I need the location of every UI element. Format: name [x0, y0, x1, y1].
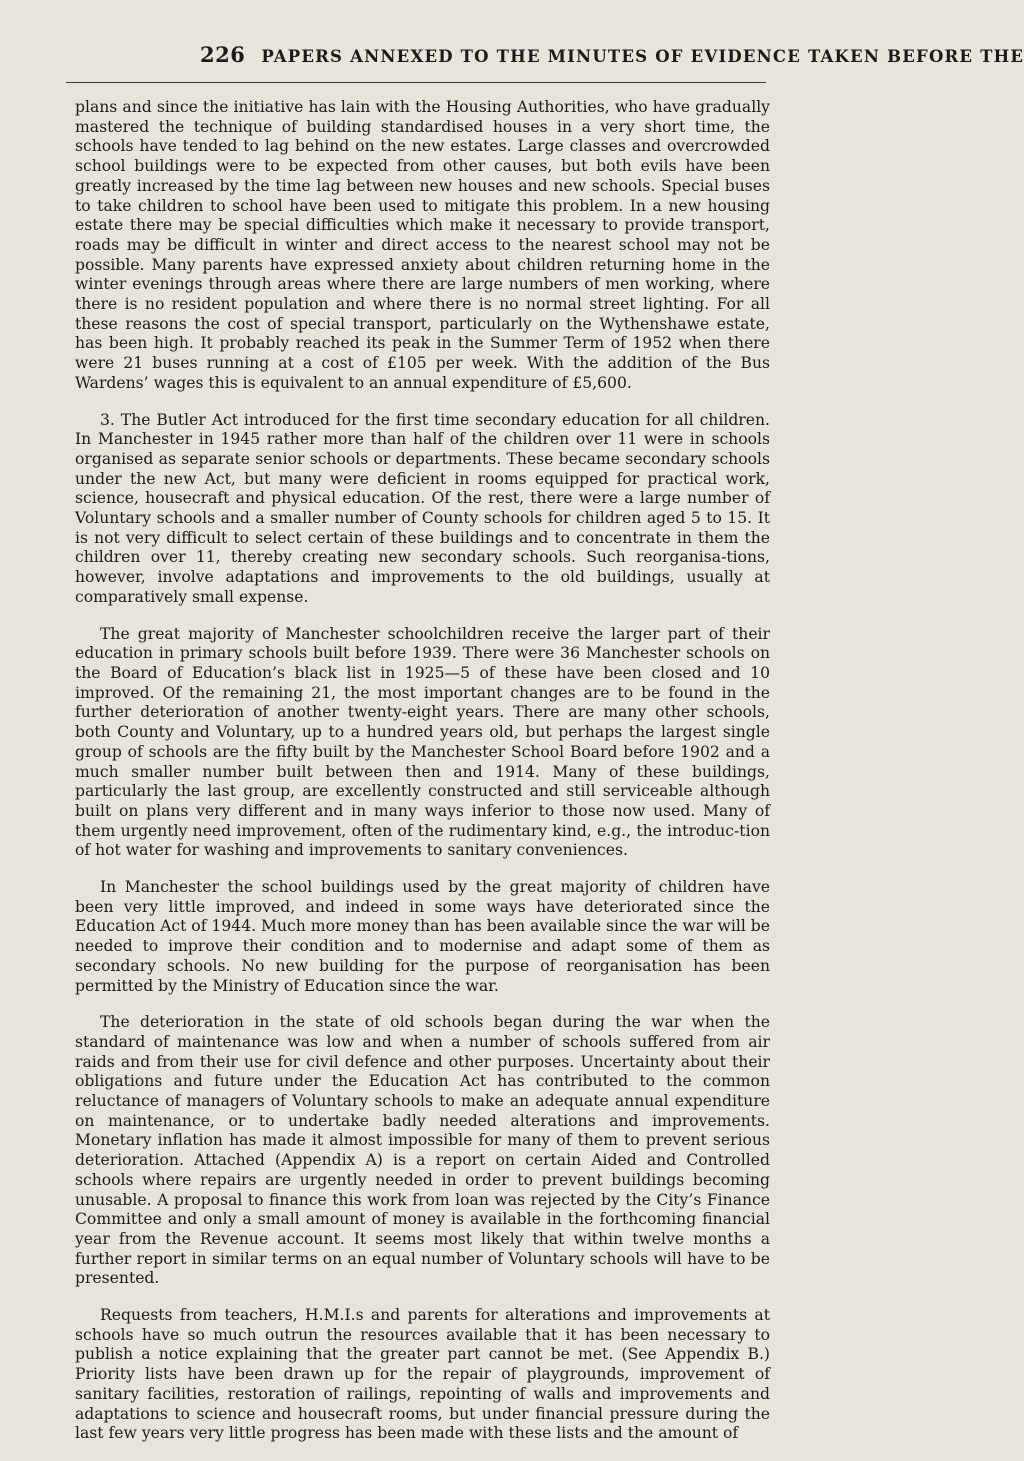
paragraph-requests: Requests from teachers, H.M.I.s and parents for alterations and improvements at schools have so much outrun the resources available that it has been necessary to publish a notice explaining that the greater part cannot be met. (See Appendix B.) Priority lists have been drawn up for the repair of playgrounds, improvement of sanitary facilities, restoration of railings, repointing of walls and improvements and adaptations to science and housecraft rooms, but under financial pressure during the last few years very little progress has been made with these lists and the amount of: [75, 1306, 770, 1443]
paragraph-continuation: plans and since the initiative has lain with the Housing Authorities, who have gradually mastered the technique of building standardised houses in a very short time, the schools have tended to lag behind on the new estates. Large classes and overcrowded school buildings were to be expected from other causes, but both evils have been greatly increased by the time lag between new houses and new schools. Special buses to take children to school have been used to mitigate this problem. In a new housing estate there may be special difficulties which make it necessary to provide transport, roads may be difficult in winter and direct access to the nearest school may not be possible. Many parents have expressed anxiety about children returning home in the winter evenings through areas where there are large numbers of men working, where there is no resident population and where there is no normal street lighting. For all these reasons the cost of special transport, particularly on the Wythenshawe estate, has been high. It probably reached its peak in the Summer Term of 1952 when there were 21 buses running at a cost of £105 per week. With the addition of the Bus Wardens’ wages this is equivalent to an annual expenditure of £5,600.: [75, 98, 770, 392]
paragraph-butler-act: 3. The Butler Act introduced for the first time secondary education for all children. In Manchester in 1945 rather more than half of the children over 11 were in schools organised as separate senior schools or departments. These became secondary schools under the new Act, but many were deficient in rooms equipped for practical work, science, housecraft and physical education. Of the rest, there were a large number of Voluntary schools and a smaller number of County schools for children aged 5 to 15. It is not very difficult to select certain of these buildings and to concentrate in them the children over 11, thereby creating new secondary schools. Such reorganisa-tions, however, involve adaptations and improvements to the old buildings, usually at comparatively small expense.: [75, 410, 770, 606]
paragraph-school-buildings: In Manchester the school buildings used by the great majority of children have been very little improved, and indeed in some ways have deteriorated since the Education Act of 1944. Much more money than has been available since the war will be needed to improve their condition and to modernise and adapt some of them as secondary schools. No new building for the purpose of reorganisation has been permitted by the Ministry of Education since the war.: [75, 878, 770, 995]
body-text: [75, 98, 770, 1461]
running-header: [200, 42, 1024, 76]
running-title: PAPERS ANNEXED TO THE MINUTES OF EVIDENCE TAKEN BEFORE THE: [261, 47, 1024, 66]
paragraph-primary-schools: The great majority of Manchester schoolchildren receive the larger part of their education in primary schools built before 1939. There were 36 Manchester schools on the Board of Education’s black list in 1925—5 of these have been closed and 10 improved. Of the remaining 21, the most important changes are to be found in the further deterioration of another twenty-eight years. There are many other schools, both County and Voluntary, up to a hundred years old, but perhaps the largest single group of schools are the fifty built by the Manchester School Board before 1902 and a much smaller number built between then and 1914. Many of these buildings, particularly the last group, are excellently constructed and still serviceable although built on plans very different and in many ways inferior to those now used. Many of them urgently need improvement, often of the rudimentary kind, e.g., the introduc-tion of hot water for washing and improvements to sanitary conveniences.: [75, 624, 770, 860]
header-rule: [66, 82, 766, 83]
page-number: 226: [200, 42, 246, 67]
paragraph-deterioration: The deterioration in the state of old schools began during the war when the standard of maintenance was low and when a number of schools suffered from air raids and from their use for civil defence and other purposes. Uncertainty about their obligations and future under the Education Act has contributed to the common reluctance of managers of Voluntary schools to make an adequate annual expenditure on maintenance, or to undertake badly needed alterations and improvements. Monetary inflation has made it almost impossible for many of them to prevent serious deterioration. Attached (Appendix A) is a report on certain Aided and Controlled schools where repairs are urgently needed in order to prevent buildings becoming unusable. A proposal to finance this work from loan was rejected by the City’s Finance Committee and only a small amount of money is available in the forthcoming financial year from the Revenue account. It seems most likely that within twelve months a further report in similar terms on an equal number of Voluntary schools will have to be presented.: [75, 1013, 770, 1288]
